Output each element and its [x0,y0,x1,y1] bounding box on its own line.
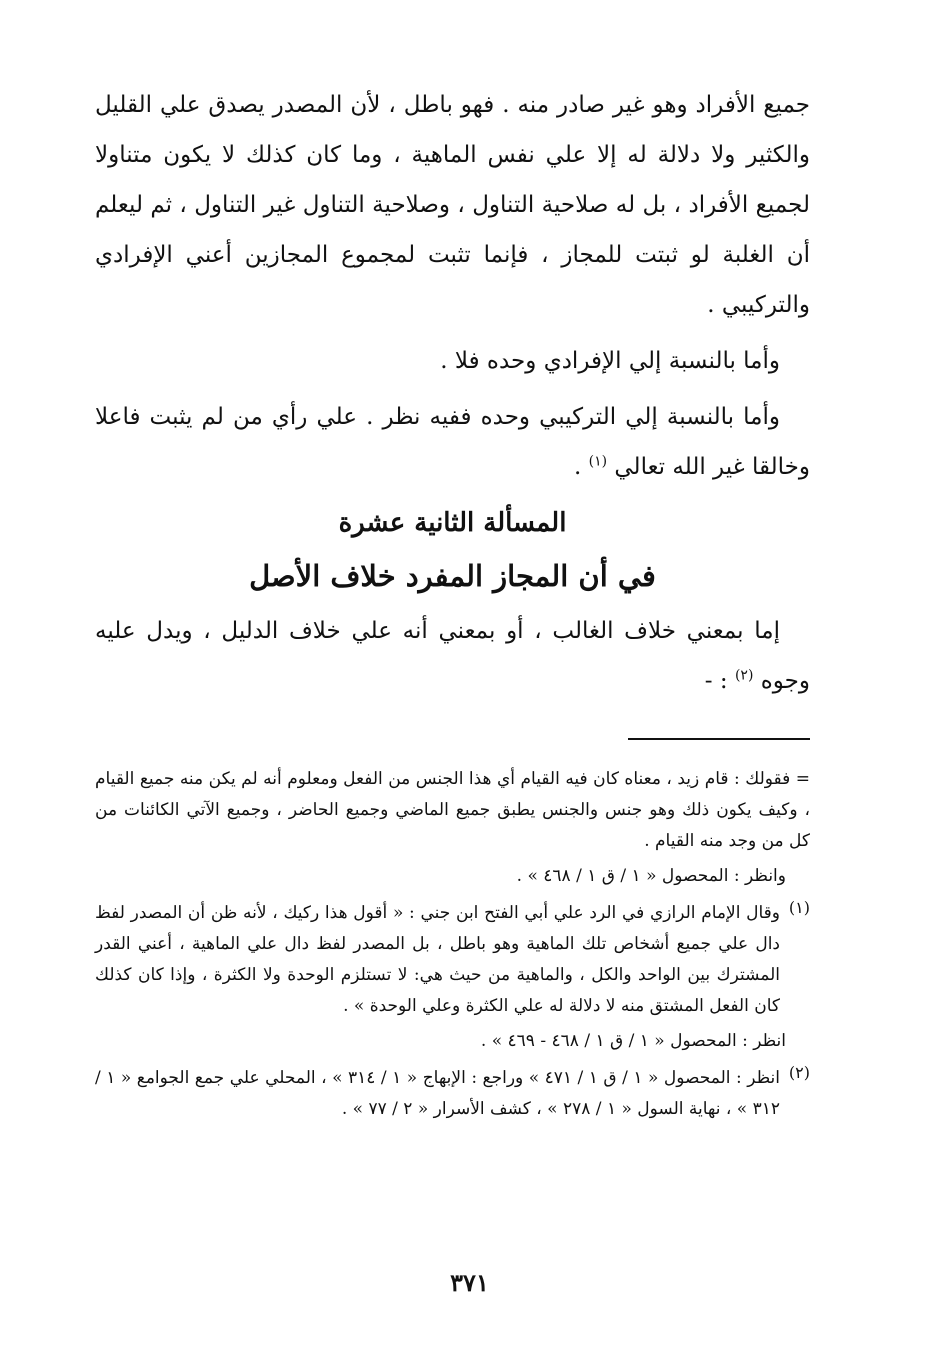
paragraph-end: : - [704,668,735,694]
footnote-reference-line: وانظر : المحصول « ١ / ق ١ / ٤٦٨ » . [516,866,786,886]
footnotes [95,764,810,1125]
footnote-text: انظر : المحصول « ١ / ق ١ / ٤٧١ » وراجع : الإبهاج « ١ / ٣١٤ » ، المحلي علي جمع الجوامع « ١ / ٣١٢ » ، نهاية السول « ١ / ٢٧٨ » ، كشف الأسرار « ٢ / ٧٧ » . [95,1068,780,1119]
footnote-reference[interactable]: (٢) [734,667,754,684]
footnote-reference-line: انظر : المحصول « ١ / ق ١ / ٤٦٨ - ٤٦٩ » . [480,1031,786,1051]
paragraph-text: وأما بالنسبة إلي الإفرادي وحده فلا . [440,348,780,374]
footnote-divider [628,738,810,740]
body-paragraph [95,392,810,492]
paragraph-text: وأما بالنسبة إلي التركيبي وحده ففيه نظر . علي رأي من لم يثبت فاعلا وخالقا غير الله تعالي [95,404,810,480]
section-subtitle: في أن المجاز المفرد خلاف الأصل [249,559,656,593]
footnote-continuation: = فقولك : قام زيد ، معناه كان فيه القيام أي هذا الجنس من الفعل ومعلوم أنه لم يكن منه جميع القيام ، وكيف يكون ذلك وهو جنس والجنس يطبق جميع الماضي وجميع الحاضر ، وجميع الآتي الكائنات من كل من وجد منه القيام . [95,769,810,851]
paragraph-text: جميع الأفراد وهو غير صادر منه . فهو باطل ، لأن المصدر يصدق علي القليل والكثير ولا دلالة له إلا علي نفس الماهية ، وما كان كذلك لا يكون متناولا لجميع الأفراد ، بل له صلاحية التناول ، وصلاحية التناول غير التناول ، ثم ليعلم أن الغلبة لو ثبتت للمجاز ، فإنما تثبت لمجموع المجازين أعني الإفرادي والتركيبي . [95,92,810,318]
footnote-marker: (٢) [788,1063,810,1082]
footnote-reference[interactable]: (١) [588,453,608,470]
footnote-2 [95,1063,810,1125]
footnote-text: وقال الإمام الرازي في الرد علي أبي الفتح ابن جني : « أقول هذا ركيك ، لأنه ظن أن المصدر لفظ دال علي جميع أشخاص تلك الماهية وهو باطل ، بل المصدر لفظ دال علي الماهية ، أعني القدر المشترك بين الواحد والكل ، والماهية من حيث هي: لا تستلزم الوحدة ولا الكثرة ، وإذا كان كذلك كان الفعل المشتق منه لا دلالة له علي الكثرة وعلي الوحدة » . [95,903,780,1016]
footnote-marker: (١) [788,898,810,917]
paragraph-end: . [573,454,589,480]
footnote-1 [95,898,810,1022]
body-paragraph [95,80,810,330]
body-paragraph [95,606,810,706]
page-number: ٣٧١ [450,1268,489,1297]
paragraph-text: إما بمعني خلاف الغالب ، أو بمعني أنه علي خلاف الدليل ، ويدل عليه وجوه [95,618,810,694]
section-title: المسألة الثانية عشرة [338,508,567,538]
body-paragraph [95,336,810,386]
document-page [95,80,810,1129]
